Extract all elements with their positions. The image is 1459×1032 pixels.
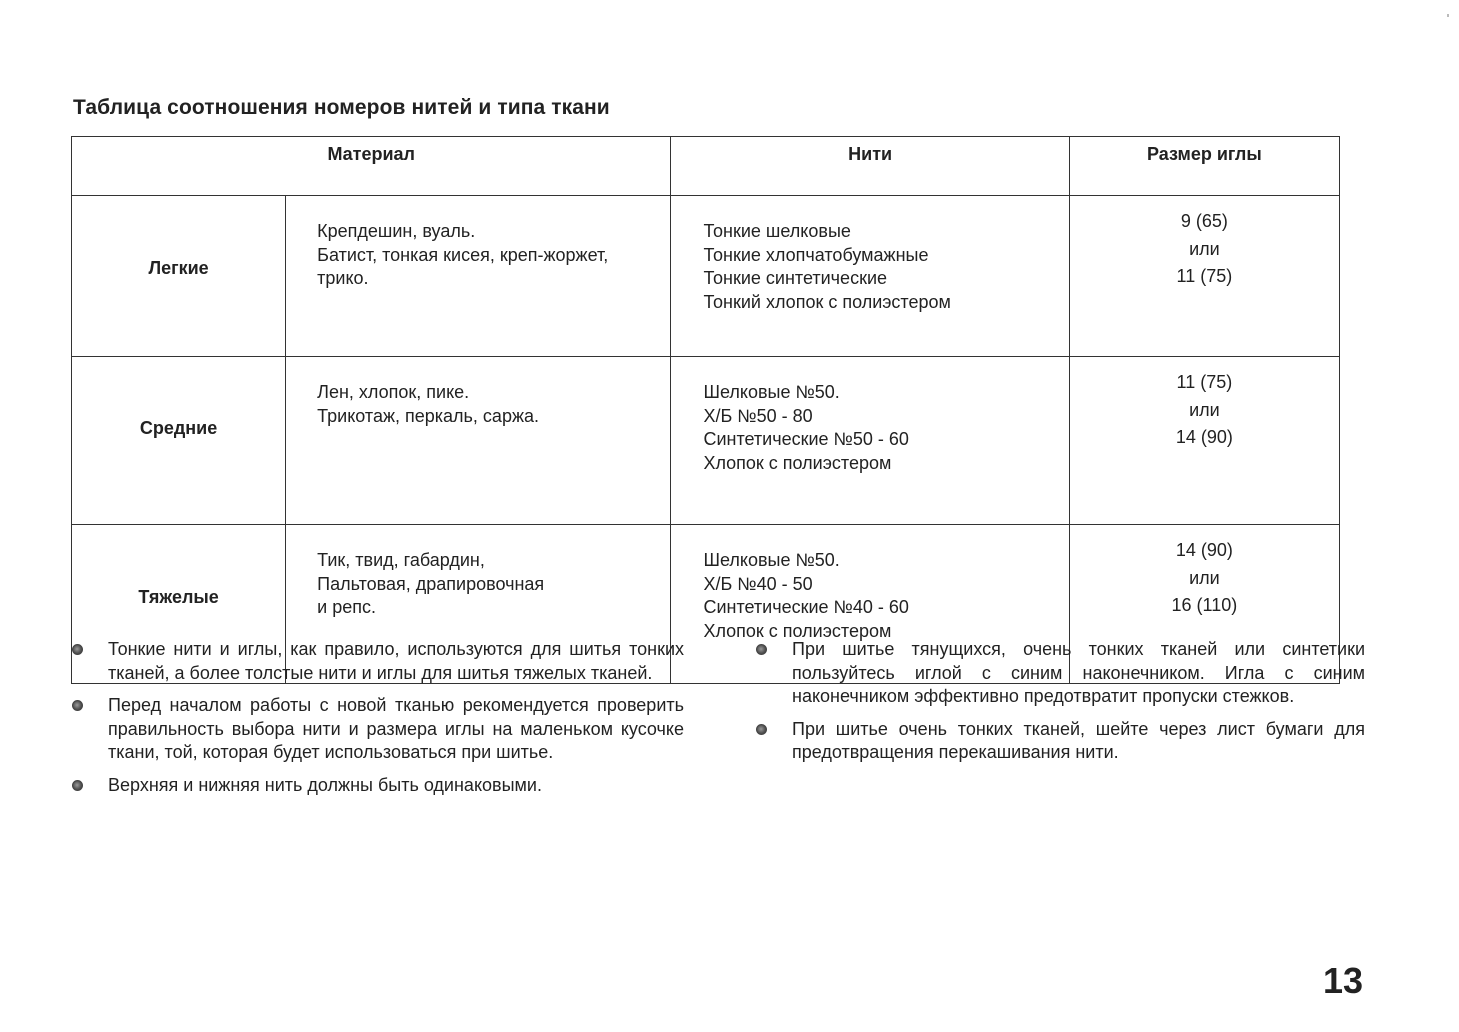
note-item xyxy=(72,638,684,685)
note-text: Тонкие нити и иглы, как правило, используются для шитья тонких тканей, а более толстые нити и иглы для шитья тяжелых тканей. xyxy=(108,639,684,683)
needle-line: 14 (90) xyxy=(1175,427,1233,447)
bullet-icon xyxy=(756,724,767,735)
thread-line: Синтетические №50 - 60 xyxy=(703,429,909,449)
material-line: и репс. xyxy=(317,597,376,617)
thread-line: Хлопок с полиэстером xyxy=(703,620,892,641)
needle-cell xyxy=(1069,196,1339,357)
material-line: Трикотаж, перкаль, саржа. xyxy=(317,405,540,426)
thread-line: Шелковые №50. xyxy=(703,550,840,570)
note-text: При шитье очень тонких тканей, шейте через лист бумаги для предотвращения перекашивания нити. xyxy=(792,718,1365,762)
thread-line: Хлопок с полиэстером xyxy=(703,452,892,473)
table-row xyxy=(72,196,1340,357)
bullet-icon xyxy=(72,700,83,711)
category-cell: Средние xyxy=(72,357,286,525)
needle-cell xyxy=(1069,357,1339,525)
needle-line: 11 (75) xyxy=(1176,266,1233,286)
material-line: Крепдешин, вуаль. xyxy=(317,221,476,241)
needle-line: 16 (110) xyxy=(1171,595,1238,615)
materials-cell xyxy=(286,196,671,357)
header-threads: Нити xyxy=(671,137,1069,196)
category-cell: Легкие xyxy=(72,196,286,357)
bullet-icon xyxy=(756,644,767,655)
material-line: Лен, хлопок, пике. xyxy=(317,382,470,402)
thread-line: Тонкий хлопок с полиэстером xyxy=(703,291,951,312)
material-line: трико. xyxy=(317,268,369,288)
note-text: Верхняя и нижняя нить должны быть одинаковыми. xyxy=(108,774,542,795)
bullet-icon xyxy=(72,644,83,655)
material-line: Пальтовая, драпировочная xyxy=(317,573,545,594)
thread-line: Тонкие хлопчатобумажные xyxy=(703,244,929,265)
note-text: Перед началом работы с новой тканью рекомендуется проверить правильность выбора нити и размера иглы на маленьком кусочке ткани, той, которая будет использоваться при шитье. xyxy=(108,695,684,762)
needle-line: 9 (65) xyxy=(1180,211,1228,231)
note-item xyxy=(72,694,684,765)
threads-cell xyxy=(671,196,1069,357)
materials-cell xyxy=(286,357,671,525)
note-item xyxy=(756,718,1365,765)
thread-line: Тонкие шелковые xyxy=(703,221,851,241)
thread-line: Х/Б №50 - 80 xyxy=(703,405,813,426)
thread-line: Тонкие синтетические xyxy=(703,268,888,288)
needle-line: или xyxy=(1189,567,1220,588)
table-header-row xyxy=(72,137,1340,196)
needle-line: 14 (90) xyxy=(1175,540,1233,560)
header-material: Материал xyxy=(72,137,671,196)
bullet-icon xyxy=(72,780,83,791)
threads-cell xyxy=(671,357,1069,525)
category-cell: Тяжелые xyxy=(72,525,286,684)
needle-line: или xyxy=(1189,238,1220,259)
page-title: Таблица соотношения номеров нитей и типа ткани xyxy=(73,96,610,119)
thread-line: Шелковые №50. xyxy=(703,382,840,402)
thread-line: Синтетические №40 - 60 xyxy=(703,597,909,617)
table-row xyxy=(72,357,1340,525)
note-item xyxy=(72,774,684,798)
page-number: 13 xyxy=(1322,960,1363,1001)
thread-needle-table xyxy=(71,136,1340,684)
note-text: При шитье тянущихся, очень тонких тканей или синтетики пользуйтесь иглой с синим наконечником. Игла с синим наконечником эффективно предотвратит пропуски стежков. xyxy=(792,639,1365,706)
needle-line: или xyxy=(1189,399,1220,420)
material-line: Тик, твид, габардин, xyxy=(317,550,485,570)
thread-line: Х/Б №40 - 50 xyxy=(703,573,813,594)
needle-line: 11 (75) xyxy=(1176,372,1233,392)
note-item xyxy=(756,638,1365,709)
header-needle-size: Размер иглы xyxy=(1069,137,1339,196)
notes-left-column xyxy=(72,638,684,806)
material-line: Батист, тонкая кисея, креп-жоржет, xyxy=(317,244,609,265)
scan-mark xyxy=(1447,14,1449,17)
notes-right-column xyxy=(756,638,1365,774)
